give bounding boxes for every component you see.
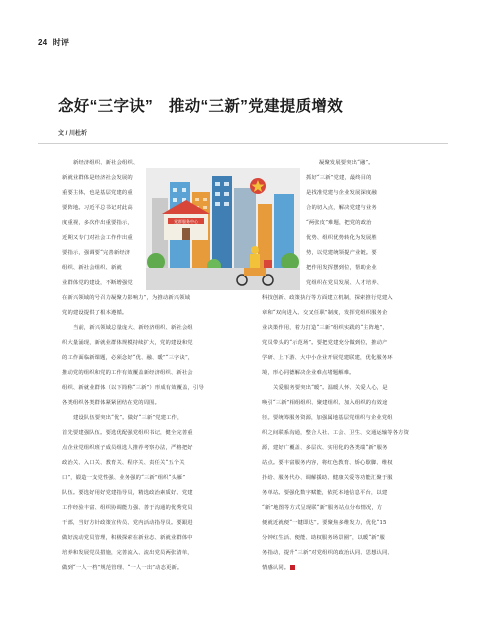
text-line: 口”，锻造一支党性强、业务强的“三新”组织“头雁” xyxy=(62,475,186,481)
text-line: 点企业党组织班子成员组选人推荐考察办法，严格把好 xyxy=(62,445,193,451)
text-line: 扑给、服务代办、调解援助、健康关爱等功能汇聚于服 xyxy=(262,475,393,481)
text-line: 凝聚发展要突出“融”。 xyxy=(319,160,374,166)
text-line: 务指动，提升“三新”对党组织的政治认同、思想认同、 xyxy=(262,550,393,556)
text-line: 学研、上下游、大中小企业开展党建联建，优化服务环 xyxy=(262,355,393,361)
party-star-icon xyxy=(250,178,266,194)
text-line: “两张皮”难题，把党的政治 xyxy=(306,220,372,226)
text-line: 要指示，强调要“完善新经济 xyxy=(62,250,131,256)
storefront-sign: 党群服务中心 xyxy=(174,219,198,224)
text-line: 合的切入点，解决党建与业务 xyxy=(306,205,377,211)
text-line: 做好流动党员管理，积极探索在新业态、新就业群体中 xyxy=(62,535,193,541)
article-author: 文 / 川杜圻 xyxy=(58,131,88,137)
text-line: 抓好“三新”党建，最终目的 xyxy=(306,175,372,181)
text-line: 组织、新社会组织、新就 xyxy=(62,265,122,271)
text-line: 径。要统筹服务资源，加强属地基层党组织与企业党组 xyxy=(262,415,393,421)
text-line: 重要主体，也是基层党建的重 xyxy=(62,190,133,196)
text-line: 队伍。要选好用好党建指导员，精选政治素质好、党建 xyxy=(62,490,193,496)
text-line: 科技创新、政策执行等方面建立机制，探索推行党建入 xyxy=(262,295,393,301)
title-divider xyxy=(38,143,448,144)
text-line: 党员带头的“示范场”。要把党建充分做到位，推动产 xyxy=(262,340,388,346)
text-line: 织之间联系沟通，整合人社、工会、卫生、交通运输等各方资 xyxy=(262,430,410,436)
text-line: 源，建好广覆盖、多层次、实用化的各类端“新”服务 xyxy=(262,445,388,451)
text-line: 情感认同。 xyxy=(262,565,290,571)
page-header xyxy=(38,37,69,48)
text-line: 工作经验丰富、组织协调能力强、善于沟通的优秀党员 xyxy=(62,505,193,511)
text-line: 培养和发展党员措施，完善流入、流出党员两张清单， xyxy=(62,550,193,556)
text-line: 首先要建强队伍。要选优配强党组织书记，健全完善重 xyxy=(62,430,193,436)
text-line: 党组织在党员发展、人才培养、 xyxy=(306,280,383,286)
text-line: 新就业群体是经济社会发展的 xyxy=(62,175,133,181)
text-line: 便就近就便“一键即达”。要聚焦多维发力，优化“15 xyxy=(262,520,387,526)
text-line: 唤引“三新”相组组织、聚建组织、加入组织的有效途 xyxy=(262,400,388,406)
text-line: 境，形心同德解决企业难点堵题解难。 xyxy=(262,370,355,376)
text-line: 党的建设提供了根本遵循。 xyxy=(62,310,128,316)
text-line: 干部，当好方针政策宣传员、党内活动指导员。要跟进 xyxy=(62,520,193,526)
text-line: “新”地图等方式呈现联“新”服务站点分布情况，方 xyxy=(262,505,383,511)
article-illustration xyxy=(146,168,300,290)
article-title: 念好“三字诀” 推动“三新”党建提质增效 xyxy=(58,98,344,115)
text-line: 近期又专门对社会工作作出重 xyxy=(62,235,133,241)
text-line: 势，以党建统领提产业链。要 xyxy=(306,250,377,256)
text-line: 的工作面临新课题，必须念好“优、融、暖”“三字诀”， xyxy=(62,355,194,361)
text-line: 建设队伍要突出“优”。做好“三新”党建工作， xyxy=(73,415,183,421)
text-line: 业群体党的建设，不断增强党 xyxy=(62,280,133,286)
section-label: 时评 xyxy=(52,38,70,47)
text-line: 政治关、入口关、教育关、程序关、责任关“五个关 xyxy=(62,460,185,466)
text-line: 优势、组织优势转化为发展胜 xyxy=(306,235,377,241)
text-line: 组织、新就业群体（以下简称“三新”）形成有效覆盖，引导 xyxy=(62,385,204,391)
text-line: 站点。要丰富服务内容，将红色教育、矫心歇脚、维权 xyxy=(262,460,393,466)
text-line-last xyxy=(262,564,295,572)
page-number: 24 xyxy=(38,38,48,47)
text-line: 织大量涌现，新就业群体规模持续扩大，党的建设和党 xyxy=(62,340,193,346)
text-line: 当前，新兴领域总量庞大、新经济组织、新社会组 xyxy=(73,325,193,331)
text-line: 务单站。要强化数字赋能，依托本地信息平台，以建 xyxy=(262,490,388,496)
text-line: 业决策作用，着力打造“三新”组织实践的“主阵地”， xyxy=(262,325,388,331)
text-line: 关爱服务要突出“暖”。温暖人怀、关爱人心，是 xyxy=(273,385,388,391)
text-line: 章和“双向进入、交叉任职”制度，发挥党组织服务企 xyxy=(262,310,388,316)
text-line: 做到“一人一档”规范管理、“一人一出”动态更新。 xyxy=(62,565,183,571)
text-line: 把作用发挥摆到位，帮助企业 xyxy=(306,265,377,271)
text-line: 各类组织各类群体紧紧团结在党的周围。 xyxy=(62,400,161,406)
end-mark-icon xyxy=(290,565,295,570)
text-line: 推动党的组织和党的工作有效覆盖新经济组织、新社会 xyxy=(62,370,193,376)
text-line: 是找准党建与企业发展深度融 xyxy=(306,190,377,196)
text-line: 在新兴领域的号召力凝聚力影响力”，为推动新兴领域 xyxy=(62,295,191,301)
text-line: 新经济组织、新社会组织、 xyxy=(73,160,139,166)
text-line: 要阵地。习近平总书记对此高 xyxy=(62,205,133,211)
text-line: 度重视，多次作出重要指示， xyxy=(62,220,133,226)
text-line: 分钟红生活、便能、助权服务场景圈”，以暖“新”服 xyxy=(262,535,385,541)
